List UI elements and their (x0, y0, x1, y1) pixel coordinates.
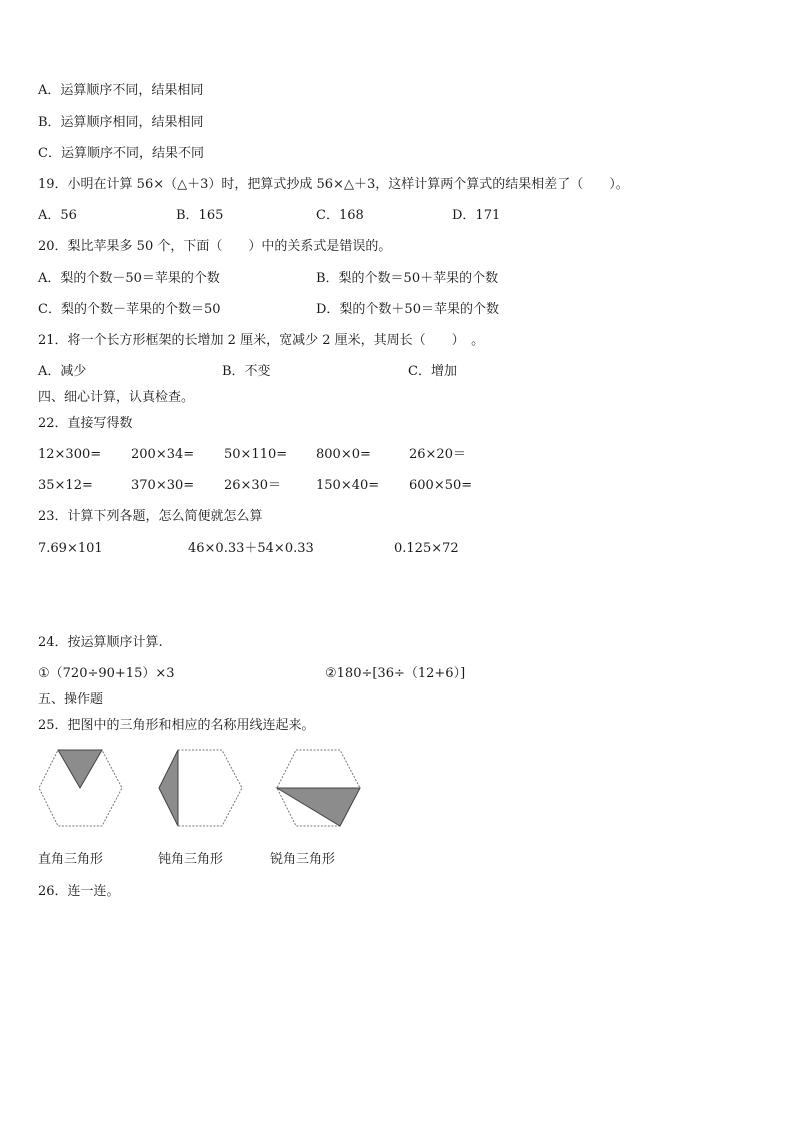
q18-option-b: B．运算顺序相同，结果相同 (38, 115, 204, 130)
triangle-figures (38, 748, 368, 832)
q20-stem: 20．梨比苹果多 50 个，下面（ ）中的关系式是错误的。 (38, 239, 392, 254)
q22-r1-item-1: 12×300= (38, 447, 102, 462)
section-4-heading: 四、细心计算，认真检查。 (38, 390, 195, 405)
q19-option-a: A．56 (38, 208, 77, 223)
q25-label-acute-triangle: 锐角三角形 (270, 852, 336, 867)
q19-stem: 19．小明在计算 56×（△＋3）时，把算式抄成 56×△＋3，这样计算两个算式的结果相差了（ ）。 (38, 177, 629, 192)
q21-option-b: B．不变 (222, 364, 271, 379)
q22-r1-item-3: 50×110= (224, 447, 288, 462)
q25-label-obtuse-triangle: 钝角三角形 (158, 852, 224, 867)
hexagon-figure-3 (277, 750, 360, 826)
q24-item-1: ①（720÷90+15）×3 (38, 666, 175, 681)
q22-r1-item-4: 800×0= (316, 447, 371, 462)
q26-stem: 26．连一连。 (38, 884, 120, 899)
q22-r1-item-5: 26×20＝ (409, 447, 466, 462)
q23-item-2: 46×0.33＋54×0.33 (188, 541, 314, 556)
q22-r2-item-5: 600×50= (409, 478, 473, 493)
q20-option-d: D．梨的个数＋50＝苹果的个数 (316, 302, 499, 317)
q20-option-a: A．梨的个数－50＝苹果的个数 (38, 271, 220, 286)
hexagon-figure-1 (39, 750, 122, 826)
q22-r2-item-4: 150×40= (316, 478, 380, 493)
q25-stem: 25．把图中的三角形和相应的名称用线连起来。 (38, 718, 315, 733)
q20-option-c: C．梨的个数－苹果的个数＝50 (38, 302, 221, 317)
hexagon-figure-2 (159, 750, 242, 826)
q22-r2-item-2: 370×30= (131, 478, 195, 493)
q21-option-a: A．减少 (38, 364, 87, 379)
q18-option-a: A．运算顺序不同，结果相同 (38, 83, 204, 98)
shaded-triangle-3 (277, 788, 360, 826)
q20-option-b: B．梨的个数＝50＋苹果的个数 (316, 271, 499, 286)
section-5-heading: 五、操作题 (38, 692, 104, 707)
q19-option-d: D．171 (452, 208, 501, 223)
q24-stem: 24．按运算顺序计算. (38, 635, 163, 650)
shaded-triangle-2 (159, 750, 178, 826)
q25-label-right-triangle: 直角三角形 (38, 852, 104, 867)
q21-option-c: C．增加 (408, 364, 457, 379)
q18-option-c: C．运算顺序不同，结果不同 (38, 146, 204, 161)
q23-item-3: 0.125×72 (394, 541, 459, 556)
q22-r2-item-1: 35×12= (38, 478, 93, 493)
shaded-triangle-1 (58, 750, 102, 788)
q21-stem: 21．将一个长方形框架的长增加 2 厘米，宽减少 2 厘米，其周长（ ） 。 (38, 333, 485, 348)
q22-stem: 22．直接写得数 (38, 416, 133, 431)
q22-r2-item-3: 26×30＝ (224, 478, 281, 493)
q23-item-1: 7.69×101 (38, 541, 103, 556)
q19-option-b: B．165 (176, 208, 224, 223)
q22-r1-item-2: 200×34= (131, 447, 195, 462)
q23-stem: 23．计算下列各题，怎么简便就怎么算 (38, 509, 263, 524)
q24-item-2: ②180÷[36÷（12+6）] (325, 666, 466, 681)
q19-option-c: C．168 (316, 208, 364, 223)
